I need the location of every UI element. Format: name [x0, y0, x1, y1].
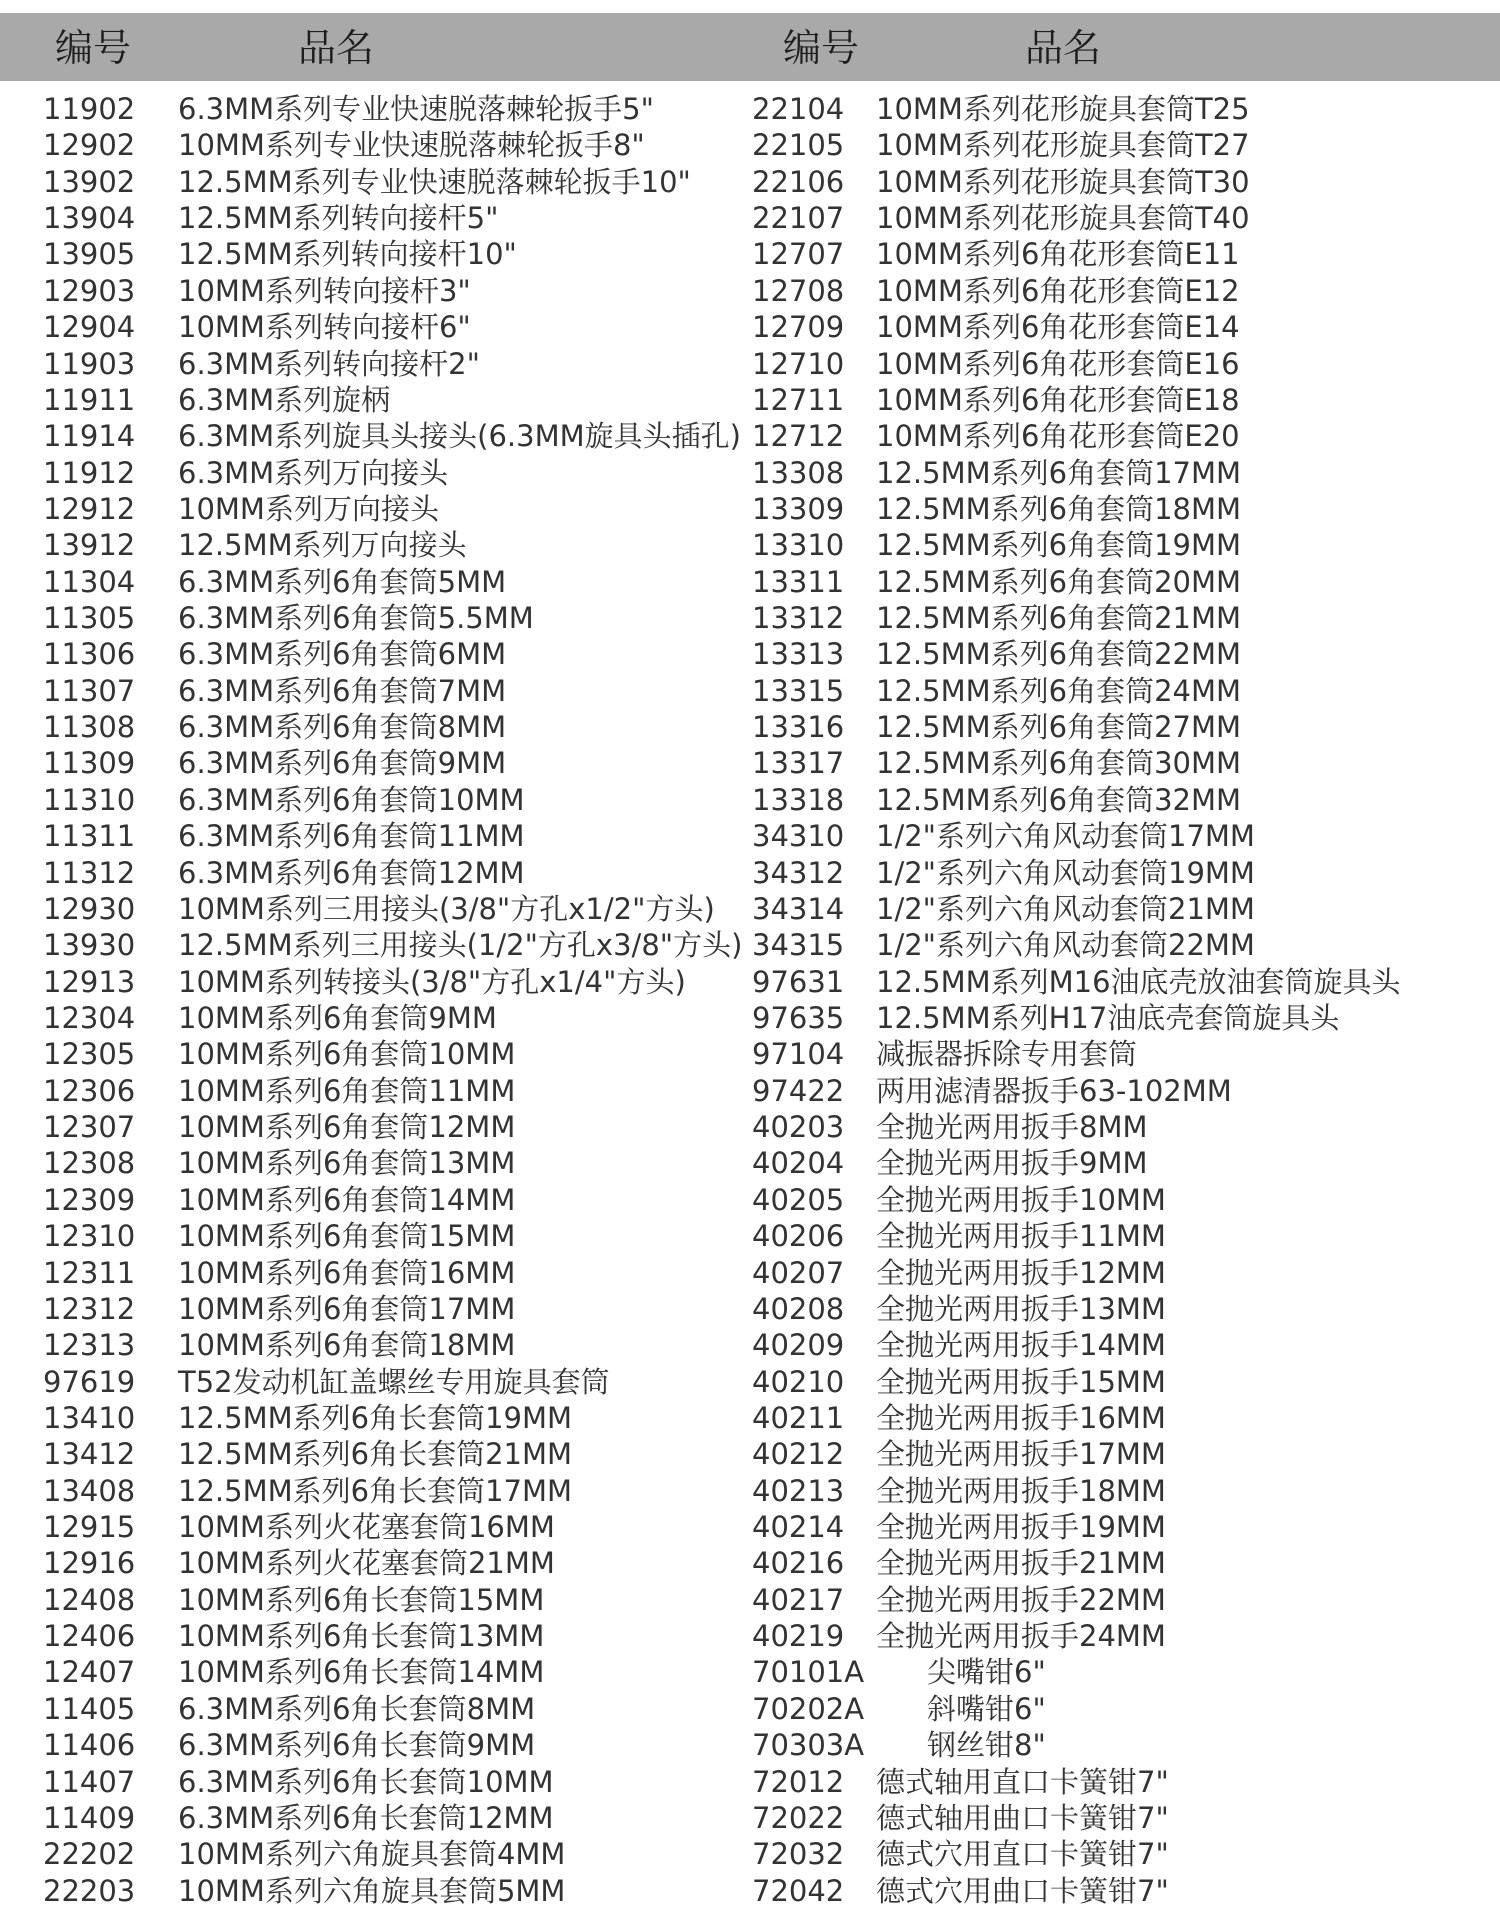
product-name-left: 6.3MM系列6角套筒5MM [178, 564, 507, 599]
product-code-left: 12913 [43, 964, 136, 999]
product-code-left: 11406 [43, 1728, 136, 1763]
table-row [0, 1764, 1500, 1800]
product-name-right: 两用滤清器扳手63-102MM [876, 1073, 1232, 1108]
product-code-right: 70101A [752, 1655, 865, 1690]
product-code-left: 11914 [43, 419, 136, 454]
product-code-left: 13904 [43, 201, 136, 236]
product-name-right: 10MM系列花形旋具套筒T40 [876, 201, 1250, 236]
product-code-right: 13308 [752, 455, 845, 490]
product-code-right: 12711 [752, 382, 845, 417]
table-row [0, 1545, 1500, 1581]
product-code-left: 12916 [43, 1546, 136, 1581]
product-name-right: 全抛光两用扳手10MM [876, 1182, 1166, 1217]
table-row [0, 236, 1500, 272]
product-name-left: 12.5MM系列转向接杆10" [178, 237, 517, 272]
product-code-left: 22202 [43, 1837, 136, 1872]
product-name-right: 10MM系列6角花形套筒E12 [876, 273, 1240, 308]
product-name-right: 1/2"系列六角风动套筒19MM [876, 855, 1255, 890]
product-name-right: 1/2"系列六角风动套筒21MM [876, 891, 1255, 926]
product-name-right: 12.5MM系列6角套筒17MM [876, 455, 1242, 490]
product-name-left: 10MM系列专业快速脱落棘轮扳手8" [178, 128, 645, 163]
product-code-right: 40217 [752, 1582, 845, 1617]
table-row [0, 673, 1500, 709]
product-code-left: 11306 [43, 637, 136, 672]
product-name-right: 全抛光两用扳手17MM [876, 1437, 1166, 1472]
table-row [0, 891, 1500, 927]
product-code-right: 40206 [752, 1219, 845, 1254]
table-row [0, 1400, 1500, 1436]
product-name-left: 6.3MM系列6角长套筒12MM [178, 1800, 554, 1835]
table-row [0, 636, 1500, 672]
product-code-left: 12915 [43, 1510, 136, 1545]
table-row [0, 1036, 1500, 1072]
product-name-left: 10MM系列6角长套筒13MM [178, 1619, 545, 1654]
table-row [0, 964, 1500, 1000]
product-code-left: 12904 [43, 310, 136, 345]
product-name-left: 10MM系列六角旋具套筒5MM [178, 1873, 566, 1908]
product-code-left: 13412 [43, 1437, 136, 1472]
product-name-right: 10MM系列6角花形套筒E14 [876, 310, 1240, 345]
table-row [0, 1291, 1500, 1327]
product-name-right: 12.5MM系列6角套筒18MM [876, 491, 1242, 526]
table-row [0, 127, 1500, 163]
product-name-left: 10MM系列6角长套筒15MM [178, 1582, 545, 1617]
product-name-left: 10MM系列6角长套筒14MM [178, 1655, 545, 1690]
product-name-left: 10MM系列6角套筒14MM [178, 1182, 516, 1217]
product-code-right: 40210 [752, 1364, 845, 1399]
product-code-left: 13930 [43, 928, 136, 963]
product-code-right: 12709 [752, 310, 845, 345]
product-table [0, 91, 1500, 1909]
table-row [0, 855, 1500, 891]
product-name-left: 6.3MM系列旋具头接头(6.3MM旋具头插孔) [178, 419, 741, 454]
product-name-left: T52发动机缸盖螺丝专用旋具套筒 [178, 1364, 610, 1399]
table-row [0, 1364, 1500, 1400]
product-code-left: 11409 [43, 1800, 136, 1835]
product-code-right: 22107 [752, 201, 845, 236]
product-name-left: 10MM系列火花塞套筒21MM [178, 1546, 555, 1581]
product-code-right: 72022 [752, 1800, 845, 1835]
product-code-right: 72032 [752, 1837, 845, 1872]
table-header [0, 13, 1500, 81]
product-name-left: 10MM系列万向接头 [178, 491, 439, 526]
product-code-left: 12305 [43, 1037, 136, 1072]
product-name-right: 德式穴用曲口卡簧钳7" [876, 1873, 1169, 1908]
product-code-left: 12313 [43, 1328, 136, 1363]
product-code-left: 13408 [43, 1473, 136, 1508]
product-name-left: 6.3MM系列专业快速脱落棘轮扳手5" [178, 92, 654, 126]
table-row [0, 1073, 1500, 1109]
table-row [0, 1000, 1500, 1036]
product-name-right: 12.5MM系列6角套筒22MM [876, 637, 1242, 672]
product-name-left: 10MM系列6角套筒11MM [178, 1073, 516, 1108]
product-name-left: 6.3MM系列6角套筒6MM [178, 637, 507, 672]
product-name-right: 全抛光两用扳手13MM [876, 1291, 1166, 1326]
product-code-right: 40208 [752, 1291, 845, 1326]
product-code-right: 13309 [752, 491, 845, 526]
product-code-right: 13311 [752, 564, 845, 599]
product-name-left: 10MM系列六角旋具套筒4MM [178, 1837, 566, 1872]
table-row [0, 1873, 1500, 1909]
product-code-left: 11310 [43, 782, 136, 817]
product-name-left: 6.3MM系列6角套筒11MM [178, 819, 525, 854]
header-name-1: 品名 [298, 26, 375, 70]
product-code-right: 72012 [752, 1764, 845, 1799]
table-row [0, 1800, 1500, 1836]
product-name-left: 10MM系列6角套筒16MM [178, 1255, 516, 1290]
table-row [0, 1182, 1500, 1218]
product-name-right: 10MM系列6角花形套筒E20 [876, 419, 1240, 454]
product-code-left: 11312 [43, 855, 136, 890]
product-code-right: 40209 [752, 1328, 845, 1363]
product-code-right: 40211 [752, 1400, 845, 1435]
product-name-left: 6.3MM系列转向接杆2" [178, 346, 480, 381]
product-name-right: 全抛光两用扳手24MM [876, 1619, 1166, 1654]
product-code-right: 34310 [752, 819, 845, 854]
product-code-right: 40219 [752, 1619, 845, 1654]
table-row [0, 1218, 1500, 1254]
product-name-right: 12.5MM系列H17油底壳套筒旋具头 [876, 1000, 1340, 1035]
product-name-left: 10MM系列6角套筒9MM [178, 1000, 497, 1035]
product-name-right: 10MM系列花形旋具套筒T27 [876, 128, 1250, 163]
product-name-right: 德式轴用曲口卡簧钳7" [876, 1800, 1169, 1835]
product-code-left: 22203 [43, 1873, 136, 1908]
product-name-left: 6.3MM系列6角套筒7MM [178, 673, 507, 708]
product-code-left: 12912 [43, 491, 136, 526]
product-name-right: 10MM系列6角花形套筒E18 [876, 382, 1240, 417]
header-name-2: 品名 [1025, 26, 1102, 70]
product-code-right: 13318 [752, 782, 845, 817]
product-name-right: 12.5MM系列6角套筒20MM [876, 564, 1242, 599]
table-row [0, 1109, 1500, 1145]
product-name-left: 6.3MM系列6角套筒10MM [178, 782, 525, 817]
product-name-left: 10MM系列6角套筒13MM [178, 1146, 516, 1181]
product-code-left: 12902 [43, 128, 136, 163]
table-row [0, 309, 1500, 345]
product-name-left: 12.5MM系列6角长套筒19MM [178, 1400, 573, 1435]
product-code-right: 13312 [752, 601, 845, 636]
table-row [0, 1582, 1500, 1618]
product-code-right: 97104 [752, 1037, 845, 1072]
table-row [0, 1509, 1500, 1545]
product-code-right: 13315 [752, 673, 845, 708]
product-name-right: 10MM系列花形旋具套筒T30 [876, 164, 1250, 199]
product-name-right: 10MM系列花形旋具套筒T25 [876, 92, 1250, 126]
table-row [0, 455, 1500, 491]
product-name-right: 钢丝钳8" [927, 1728, 1046, 1763]
product-name-right: 10MM系列6角花形套筒E16 [876, 346, 1240, 381]
product-code-left: 11304 [43, 564, 136, 599]
table-row [0, 1255, 1500, 1291]
product-code-left: 12903 [43, 273, 136, 308]
product-name-left: 12.5MM系列6角长套筒17MM [178, 1473, 573, 1508]
product-name-right: 12.5MM系列6角套筒21MM [876, 601, 1242, 636]
product-code-right: 13313 [752, 637, 845, 672]
product-name-left: 10MM系列火花塞套筒16MM [178, 1510, 555, 1545]
table-row [0, 745, 1500, 781]
product-code-left: 12306 [43, 1073, 136, 1108]
product-name-right: 12.5MM系列6角套筒27MM [876, 710, 1242, 745]
product-name-left: 6.3MM系列6角套筒5.5MM [178, 601, 534, 636]
table-row [0, 1836, 1500, 1872]
product-name-left: 12.5MM系列转向接杆5" [178, 201, 499, 236]
product-code-right: 34315 [752, 928, 845, 963]
product-code-left: 11903 [43, 346, 136, 381]
product-name-right: 尖嘴钳6" [927, 1655, 1046, 1690]
table-row [0, 91, 1500, 127]
product-code-right: 13316 [752, 710, 845, 745]
product-name-right: 全抛光两用扳手8MM [876, 1110, 1148, 1145]
product-code-left: 12310 [43, 1219, 136, 1254]
product-code-left: 11912 [43, 455, 136, 490]
product-name-left: 6.3MM系列6角长套筒10MM [178, 1764, 554, 1799]
product-name-right: 减振器拆除专用套筒 [876, 1037, 1138, 1072]
product-name-left: 12.5MM系列万向接头 [178, 528, 467, 563]
product-name-right: 12.5MM系列6角套筒19MM [876, 528, 1242, 563]
product-code-right: 34312 [752, 855, 845, 890]
product-name-right: 全抛光两用扳手15MM [876, 1364, 1166, 1399]
product-name-left: 10MM系列6角套筒15MM [178, 1219, 516, 1254]
product-name-left: 6.3MM系列万向接头 [178, 455, 449, 490]
product-code-left: 11407 [43, 1764, 136, 1799]
product-name-left: 10MM系列6角套筒10MM [178, 1037, 516, 1072]
product-code-right: 40205 [752, 1182, 845, 1217]
product-name-right: 全抛光两用扳手21MM [876, 1546, 1166, 1581]
product-code-right: 40212 [752, 1437, 845, 1472]
product-code-right: 12708 [752, 273, 845, 308]
product-code-left: 11308 [43, 710, 136, 745]
product-name-right: 全抛光两用扳手19MM [876, 1510, 1166, 1545]
product-name-left: 12.5MM系列专业快速脱落棘轮扳手10" [178, 164, 691, 199]
table-row [0, 200, 1500, 236]
product-code-left: 97619 [43, 1364, 136, 1399]
product-name-right: 全抛光两用扳手16MM [876, 1400, 1166, 1435]
product-name-right: 12.5MM系列M16油底壳放油套筒旋具头 [876, 964, 1401, 999]
product-name-right: 全抛光两用扳手9MM [876, 1146, 1148, 1181]
product-code-left: 11307 [43, 673, 136, 708]
table-row [0, 927, 1500, 963]
product-name-left: 6.3MM系列6角套筒9MM [178, 746, 507, 781]
product-name-right: 1/2"系列六角风动套筒17MM [876, 819, 1255, 854]
product-code-left: 12408 [43, 1582, 136, 1617]
product-name-right: 全抛光两用扳手12MM [876, 1255, 1166, 1290]
table-row [0, 273, 1500, 309]
table-row [0, 1145, 1500, 1181]
table-row [0, 709, 1500, 745]
product-name-right: 全抛光两用扳手18MM [876, 1473, 1166, 1508]
product-code-right: 13317 [752, 746, 845, 781]
product-code-left: 12312 [43, 1291, 136, 1326]
product-code-right: 72042 [752, 1873, 845, 1908]
product-name-left: 6.3MM系列6角长套筒9MM [178, 1728, 536, 1763]
product-code-right: 97422 [752, 1073, 845, 1108]
table-row [0, 164, 1500, 200]
product-name-left: 12.5MM系列三用接头(1/2"方孔x3/8"方头) [178, 928, 743, 963]
header-code-1: 编号 [55, 26, 132, 70]
table-row [0, 1654, 1500, 1690]
product-code-left: 12308 [43, 1146, 136, 1181]
product-code-left: 12406 [43, 1619, 136, 1654]
product-name-right: 12.5MM系列6角套筒24MM [876, 673, 1242, 708]
product-code-right: 40214 [752, 1510, 845, 1545]
product-name-right: 德式轴用直口卡簧钳7" [876, 1764, 1169, 1799]
product-code-right: 13310 [752, 528, 845, 563]
table-row [0, 1618, 1500, 1654]
table-row [0, 382, 1500, 418]
product-code-left: 12930 [43, 891, 136, 926]
product-code-right: 34314 [752, 891, 845, 926]
product-name-left: 10MM系列6角套筒18MM [178, 1328, 516, 1363]
product-code-right: 22105 [752, 128, 845, 163]
product-code-right: 40204 [752, 1146, 845, 1181]
product-name-left: 6.3MM系列6角套筒12MM [178, 855, 525, 890]
product-code-right: 70303A [752, 1728, 865, 1763]
product-code-left: 13902 [43, 164, 136, 199]
product-name-left: 12.5MM系列6角长套筒21MM [178, 1437, 573, 1472]
product-code-left: 12307 [43, 1110, 136, 1145]
table-row [0, 1327, 1500, 1363]
table-row [0, 527, 1500, 563]
table-row [0, 1436, 1500, 1472]
product-code-right: 40216 [752, 1546, 845, 1581]
product-name-left: 10MM系列转向接杆3" [178, 273, 471, 308]
product-code-left: 11911 [43, 382, 136, 417]
product-code-right: 22106 [752, 164, 845, 199]
table-row [0, 346, 1500, 382]
product-name-left: 6.3MM系列旋柄 [178, 382, 391, 417]
product-code-left: 12304 [43, 1000, 136, 1035]
product-code-right: 22104 [752, 92, 845, 126]
product-name-right: 12.5MM系列6角套筒32MM [876, 782, 1242, 817]
product-code-right: 12712 [752, 419, 845, 454]
table-row [0, 1473, 1500, 1509]
product-name-right: 德式穴用直口卡簧钳7" [876, 1837, 1169, 1872]
table-row [0, 600, 1500, 636]
product-name-left: 10MM系列6角套筒17MM [178, 1291, 516, 1326]
table-row [0, 1727, 1500, 1763]
product-name-right: 12.5MM系列6角套筒30MM [876, 746, 1242, 781]
product-name-left: 10MM系列转向接杆6" [178, 310, 471, 345]
product-code-right: 12707 [752, 237, 845, 272]
product-code-right: 40203 [752, 1110, 845, 1145]
table-row [0, 1691, 1500, 1727]
product-code-left: 11405 [43, 1691, 136, 1726]
product-code-left: 11309 [43, 746, 136, 781]
product-name-left: 6.3MM系列6角套筒8MM [178, 710, 507, 745]
product-code-left: 11311 [43, 819, 136, 854]
product-code-right: 40213 [752, 1473, 845, 1508]
product-code-right: 97635 [752, 1000, 845, 1035]
product-name-left: 10MM系列转接头(3/8"方孔x1/4"方头) [178, 964, 686, 999]
product-code-right: 70202A [752, 1691, 865, 1726]
product-code-left: 11902 [43, 92, 136, 126]
header-code-2: 编号 [783, 26, 860, 70]
product-name-right: 全抛光两用扳手11MM [876, 1219, 1166, 1254]
product-code-right: 12710 [752, 346, 845, 381]
product-name-right: 10MM系列6角花形套筒E11 [876, 237, 1240, 272]
table-row [0, 782, 1500, 818]
product-name-right: 斜嘴钳6" [927, 1691, 1046, 1726]
product-name-left: 6.3MM系列6角长套筒8MM [178, 1691, 536, 1726]
product-code-left: 13410 [43, 1400, 136, 1435]
product-code-left: 13912 [43, 528, 136, 563]
product-name-right: 全抛光两用扳手14MM [876, 1328, 1166, 1363]
table-row [0, 491, 1500, 527]
table-row [0, 818, 1500, 854]
product-name-right: 全抛光两用扳手22MM [876, 1582, 1166, 1617]
product-code-left: 11305 [43, 601, 136, 636]
product-code-right: 97631 [752, 964, 845, 999]
product-name-right: 1/2"系列六角风动套筒22MM [876, 928, 1255, 963]
product-code-left: 12309 [43, 1182, 136, 1217]
table-row [0, 418, 1500, 454]
product-name-left: 10MM系列6角套筒12MM [178, 1110, 516, 1145]
product-code-left: 12407 [43, 1655, 136, 1690]
table-row [0, 564, 1500, 600]
product-code-right: 40207 [752, 1255, 845, 1290]
product-code-left: 13905 [43, 237, 136, 272]
product-code-left: 12311 [43, 1255, 136, 1290]
product-name-left: 10MM系列三用接头(3/8"方孔x1/2"方头) [178, 891, 715, 926]
